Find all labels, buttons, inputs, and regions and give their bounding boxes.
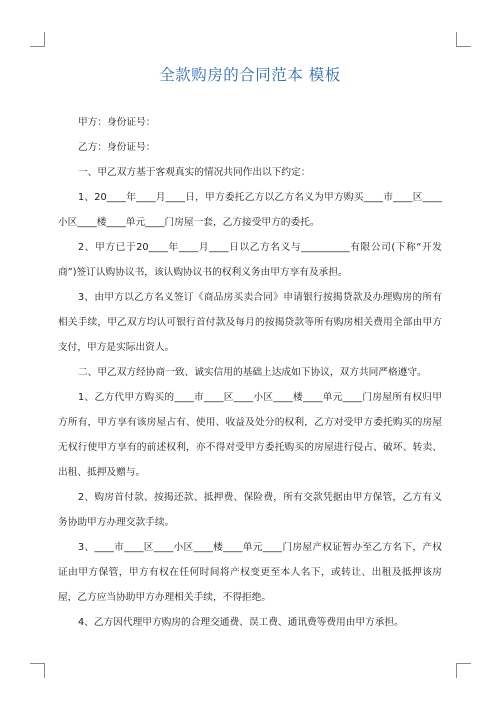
party-a-line: 甲方：身份证号： — [78, 117, 156, 128]
clause-1-2: 2、甲方已于20____年____月____日以乙方名义与__________有限公司(下称“开发商”)签订认购协议书，该认购协议书的权利义务由甲方享有及承担。 — [58, 242, 442, 278]
clause-1-3: 3、由甲方以乙方名义签订《商品房买卖合同》申请银行按揭贷款及办理购房的所有相关手续，甲乙双方均认可银行首付款及每月的按揭贷款等所有购房相关费用全部由甲方支付，甲方是实际出资人。 — [58, 292, 442, 353]
crop-mark-bottom-left — [30, 663, 45, 678]
clause-2-3: 3、____市____区____小区____楼____单元____门房屋产权证暂办至乙方名下，产权证由甲方保管，甲方有权在任何时间将产权变更至本人名下，或转让、出租及抵押该房屋，乙方应当协助甲方办理相关手续，不得拒绝。 — [58, 542, 442, 603]
clause-2-1: 1、乙方代甲方购买的____市____区____小区____楼____单元____门房屋所有权归甲方所有，甲方享有该房屋占有、使用、收益及处分的权利，乙方对受甲方委托购买的房屋无权行使甲方享有的前述权利，亦不得对受甲方委托购买的房屋进行侵占、破坏、转卖、出租、抵押及赠与。 — [58, 392, 442, 478]
clause-2-2: 2、购房首付款、按揭还款、抵押费、保险费，所有交款凭据由甲方保管，乙方有义务协助甲方办理交款手续。 — [58, 492, 442, 528]
document-title: 全款购房的合同范本 模板 — [159, 66, 341, 84]
crop-mark-top-right — [456, 32, 471, 47]
clause-2-4: 4、乙方因代理甲方购房的合理交通费、误工费、通讯费等费用由甲方承担。 — [78, 617, 404, 628]
party-b-line: 乙方：身份证号： — [78, 142, 156, 153]
section-one-heading: 一、甲乙双方基于客观真实的情况共同作出以下约定： — [78, 167, 311, 178]
crop-mark-bottom-right — [456, 663, 471, 678]
document-body — [58, 110, 442, 635]
crop-mark-top-left — [30, 32, 45, 47]
section-two-heading: 二、甲乙双方经协商一致、诚实信用的基础上达成如下协议，双方共同严格遵守。 — [78, 367, 427, 378]
clause-1-1: 1、20____年____月____日，甲方委托乙方以乙方名义为甲方购买____市____区____小区____楼____单元____门房屋一套，乙方接受甲方的委托。 — [58, 192, 442, 228]
